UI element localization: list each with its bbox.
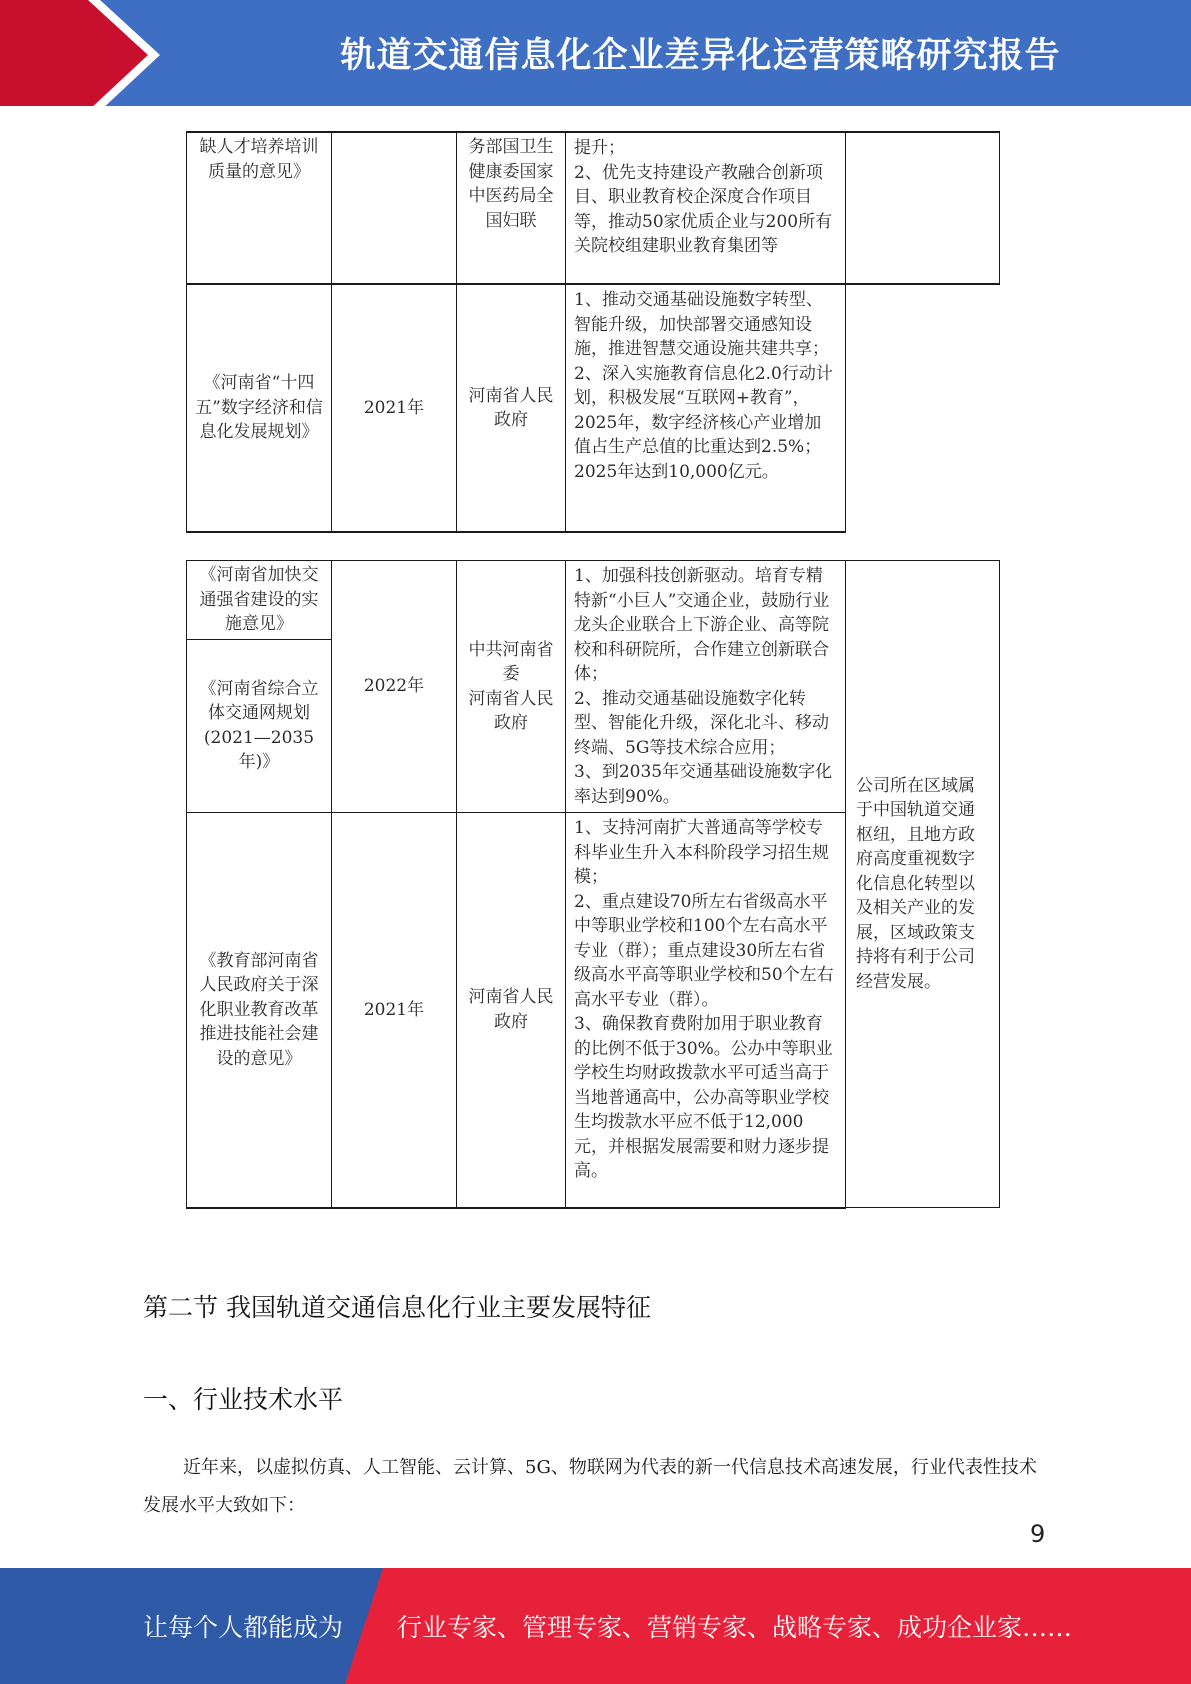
policy-impact-cell: 公司所在区域属于中国轨道交通枢纽，且地方政府高度重视数字化信息化转型以及相关产业的发展，区域政策支持将有利于公司经营发展。 [846,561,1000,1208]
policy-name-cell: 缺人才培养培训质量的意见》 [187,132,332,284]
policy-issuer-cell: 中共河南省委 河南省人民政府 [457,561,566,813]
policy-content-cell: 1、加强科技创新驱动。培育专精特新“小巨人”交通企业，鼓励行业龙头企业联合上下游企业、高等院校和科研院所，合作建立创新联合体； 2、推动交通基础设施数字化转型、智能化升级，深化北斗、移动终端、5G等技术综合应用； 3、到2035年交通基础设施数字化率达到90%。 [566,561,846,813]
policy-impact-cell [846,132,1000,284]
policy-issuer-cell: 河南省人民政府 [457,284,566,532]
page-footer [0,1568,1191,1684]
policy-content-cell: 1、推动交通基础设施数字转型、智能升级，加快部署交通感知设施，推进智慧交通设施共建共享； 2、深入实施教育信息化2.0行动计划，积极发展“互联网+教育”，2025年，数字经济核心产业增加值占生产总值的比重达到2.5%；2025年达到10,000亿元。 [566,284,846,532]
report-title: 轨道交通信息化企业差异化运营策略研究报告 [340,36,1061,76]
empty-cell [846,284,1000,532]
footer-slogan-right: 行业专家、管理专家、营销专家、战略专家、成功企业家…… [397,1613,1073,1642]
policy-year-cell: 2021年 [332,284,457,532]
table-row [187,284,1000,532]
subsection-heading: 一、行业技术水平 [143,1385,344,1414]
body-paragraph: 近年来，以虚拟仿真、人工智能、云计算、5G、物联网为代表的新一代信息技术高速发展，行业代表性技术发展水平大致如下： [143,1457,1037,1516]
page-header [0,0,1191,111]
footer-slogan-left: 让每个人都能成为 [143,1613,344,1642]
policy-issuer-cell: 务部国卫生健康委国家中医药局全国妇联 [457,132,566,284]
policy-name-cell: 《教育部河南省人民政府关于深化职业教育改革推进技能社会建设的意见》 [187,813,332,1208]
policy-year-cell: 2021年 [332,813,457,1208]
page-number: 9 [1030,1520,1046,1548]
policy-year-cell: 2022年 [332,561,457,813]
table-row [187,132,1000,284]
table-row [187,561,1000,640]
policy-content-cell: 1、支持河南扩大普通高等学校专科毕业生升入本科阶段学习招生规模； 2、重点建设70所左右省级高水平中等职业学校和100个左右高水平专业（群）；重点建设30所左右省级高水平高等职业学校和50个左右高水平专业（群）。 3、确保教育费附加用于职业教育的比例不低于30%。公办中等职业学校生均财政拨款水平可适当高于当地普通高中，公办高等职业学校生均拨款水平应不低于12,000元，并根据发展需要和财力逐步提高。 [566,813,846,1208]
policy-name-cell: 《河南省“十四五”数字经济和信息化发展规划》 [187,284,332,532]
policy-name-cell: 《河南省综合立体交通网规划(2021—2035年)》 [187,639,332,812]
policy-content-cell: 提升； 2、优先支持建设产教融合创新项目、职业教育校企深度合作项目等，推动50家优质企业与200所有关院校组建职业教育集团等 [566,132,846,284]
section-heading: 第二节 我国轨道交通信息化行业主要发展特征 [143,1293,651,1322]
policy-table-continued [186,131,1000,533]
policy-table [186,560,1000,1209]
policy-name-cell: 《河南省加快交通强省建设的实施意见》 [187,561,332,640]
policy-year-cell [332,132,457,284]
policy-issuer-cell: 河南省人民政府 [457,813,566,1208]
